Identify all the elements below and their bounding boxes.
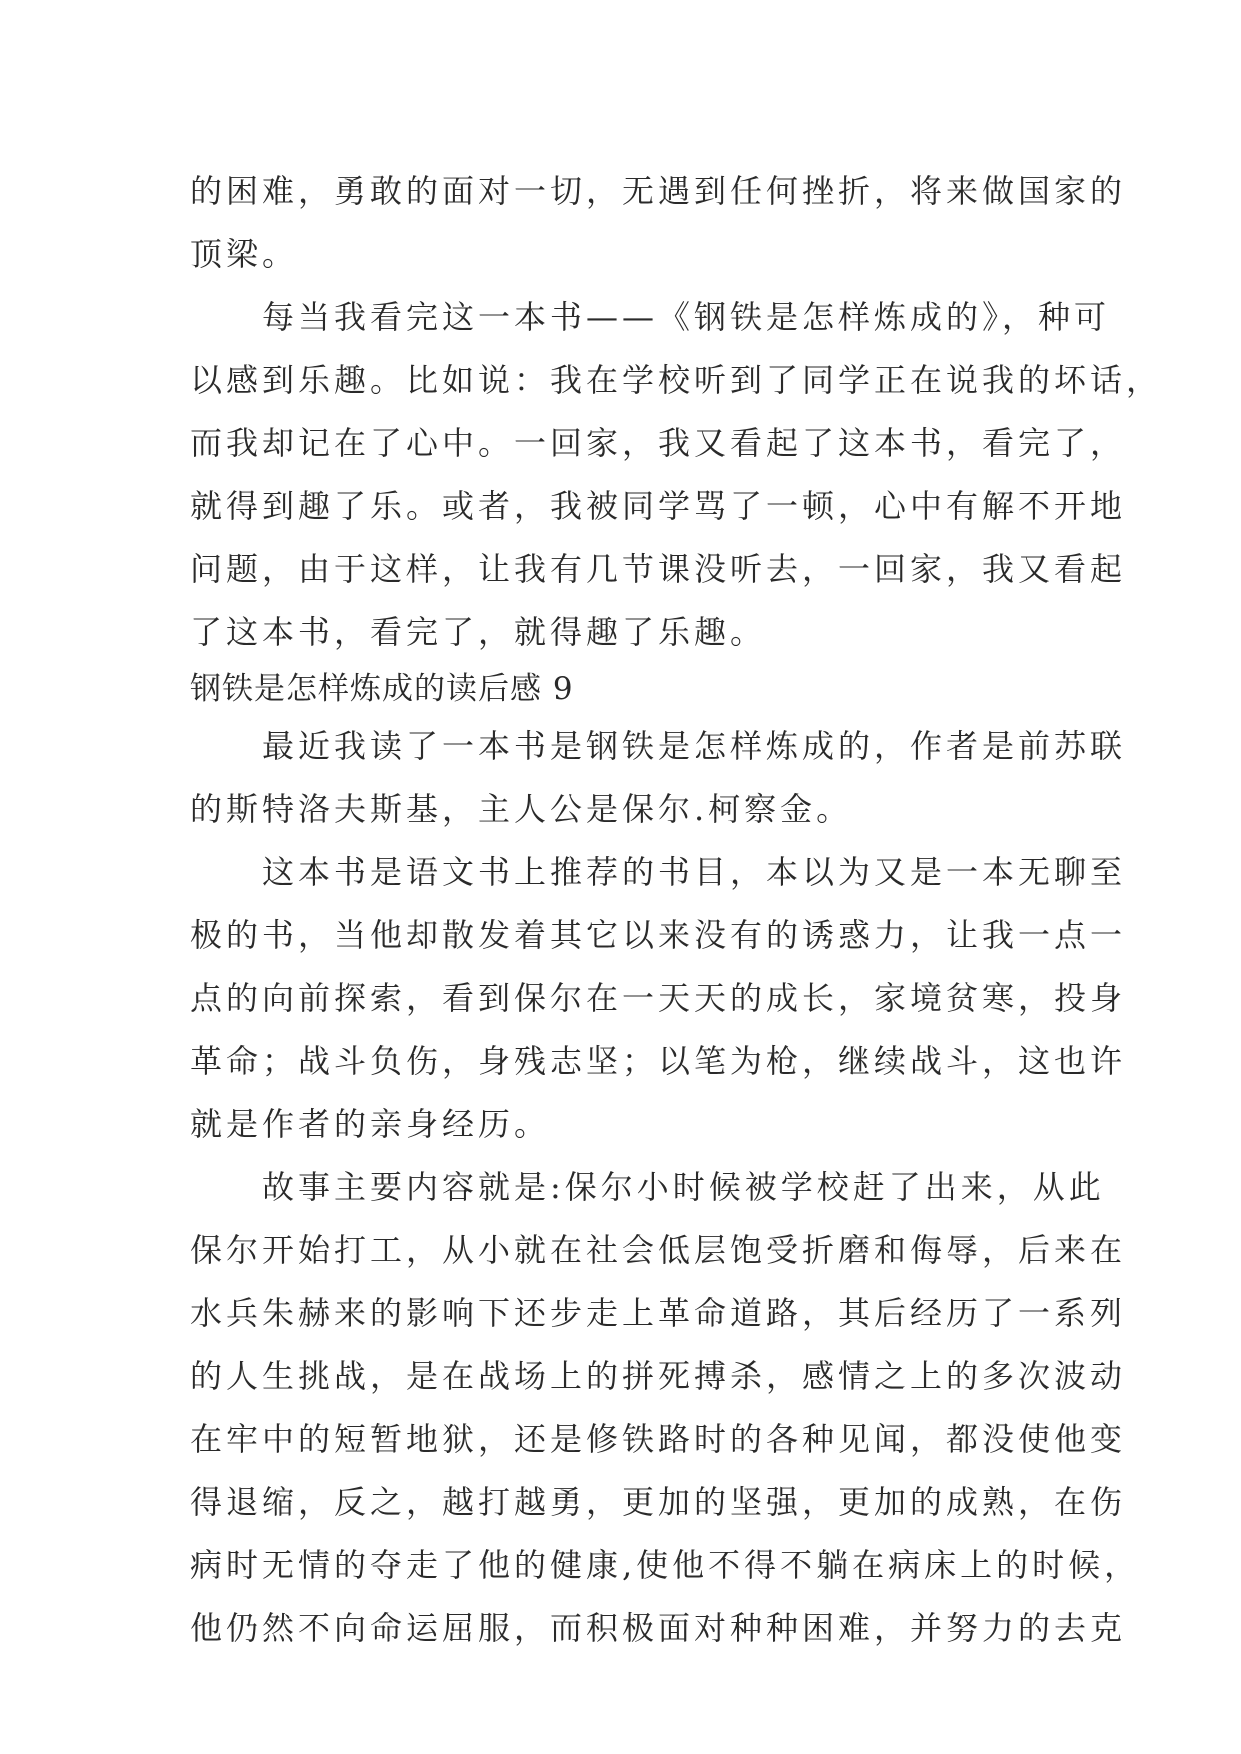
- text-line: 每当我看完这一本书——《钢铁是怎样炼成的》，种可: [190, 298, 1111, 336]
- text-line: 水兵朱赫来的影响下还步走上革命道路，其后经历了一系列: [190, 1294, 1127, 1332]
- section-heading: 钢铁是怎样炼成的读后感 9: [190, 671, 574, 707]
- text-line: 最近我读了一本书是钢铁是怎样炼成的，作者是前苏联: [190, 727, 1127, 765]
- text-line: 就得到趣了乐。或者，我被同学骂了一顿，心中有解不开地: [190, 487, 1127, 525]
- text-line: 极的书，当他却散发着其它以来没有的诱惑力，让我一点一: [190, 916, 1127, 954]
- text-line: 的人生挑战，是在战场上的拼死搏杀，感情之上的多次波动: [190, 1357, 1127, 1395]
- text-line: 而我却记在了心中。一回家，我又看起了这本书，看完了，: [190, 424, 1127, 462]
- text-line: 了这本书，看完了，就得趣了乐趣。: [190, 613, 767, 651]
- text-line: 就是作者的亲身经历。: [190, 1105, 551, 1143]
- text-line: 点的向前探索，看到保尔在一天天的成长，家境贫寒，投身: [190, 979, 1127, 1017]
- text-line: 顶梁。: [190, 235, 299, 273]
- text-line: 的困难，勇敢的面对一切，无遇到任何挫折，将来做国家的: [190, 172, 1127, 210]
- text-line: 故事主要内容就是:保尔小时候被学校赶了出来，从此: [190, 1168, 1105, 1206]
- text-line: 他仍然不向命运屈服，而积极面对种种困难，并努力的去克: [190, 1609, 1127, 1647]
- text-line: 以感到乐趣。比如说：我在学校听到了同学正在说我的坏话，: [190, 361, 1163, 399]
- text-line: 革命；战斗负伤，身残志坚；以笔为枪，继续战斗，这也许: [190, 1042, 1127, 1080]
- text-line: 得退缩，反之，越打越勇，更加的坚强，更加的成熟，在伤: [190, 1483, 1127, 1521]
- text-line: 的斯特洛夫斯基，主人公是保尔.柯察金。: [190, 790, 853, 828]
- text-line: 这本书是语文书上推荐的书目，本以为又是一本无聊至: [190, 853, 1127, 891]
- document-body: [190, 160, 1163, 1660]
- text-line: 问题，由于这样，让我有几节课没听去，一回家，我又看起: [190, 550, 1127, 588]
- text-line: 病时无情的夺走了他的健康,使他不得不躺在病床上的时候，: [190, 1546, 1141, 1584]
- text-line: 在牢中的短暂地狱，还是修铁路时的各种见闻，都没使他变: [190, 1420, 1127, 1458]
- text-line: 保尔开始打工，从小就在社会低层饱受折磨和侮辱，后来在: [190, 1231, 1127, 1269]
